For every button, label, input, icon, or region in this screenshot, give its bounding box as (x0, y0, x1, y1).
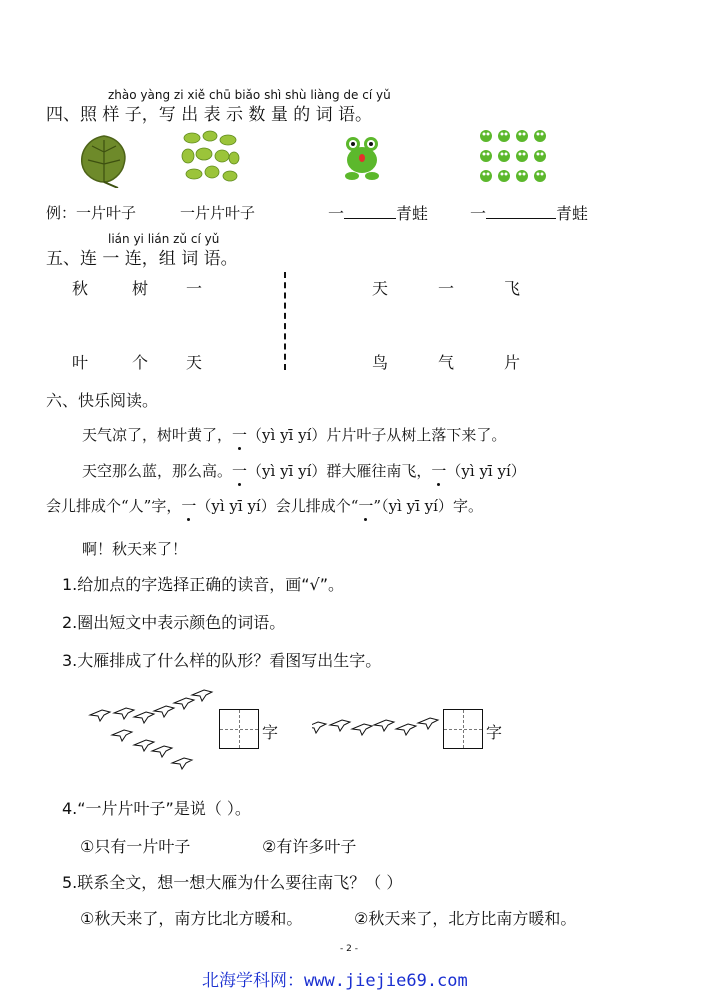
footer-site[interactable]: 北海学科网：www.jiejie69.com (202, 971, 468, 991)
para3-options[interactable]: （yì yī yí） (196, 497, 276, 515)
answer-box-2[interactable] (443, 709, 483, 749)
q4-option-1[interactable]: ①只有一片叶子 (80, 837, 191, 856)
para2-options-1[interactable]: （yì yī yí） (247, 462, 327, 480)
para2-dotted-char-2: 一 (431, 462, 447, 480)
match-right-top-2[interactable]: 一 (438, 279, 455, 298)
match-left-bottom-1[interactable]: 叶 (72, 353, 89, 372)
para1-text-a: 天气凉了，树叶黄了， (82, 426, 233, 444)
single-frog-image (342, 134, 382, 182)
single-leaf-image (78, 132, 130, 188)
many-frogs-image (478, 128, 550, 186)
match-left-top-1[interactable]: 秋 (72, 279, 89, 298)
q5-option-1[interactable]: ①秋天来了，南方比北方暖和。 (80, 909, 303, 928)
answer-box-1[interactable] (219, 709, 259, 749)
section4-pinyin: zhào yàng zi xiě chū biǎo shì shù liàng de cí yǔ (108, 88, 391, 102)
match-right-bottom-2[interactable]: 气 (438, 353, 455, 372)
para2-options-2[interactable]: （yì yī yí） (446, 462, 526, 480)
section5-title: 五、连 一 连，组 词 语。 (46, 249, 238, 269)
page-number: - 2 - (340, 944, 358, 954)
many-leaves-image (180, 128, 240, 188)
match-left-bottom-2[interactable]: 个 (132, 353, 149, 372)
match-left-top-3[interactable]: 一 (186, 279, 203, 298)
frog-word-2: 青蛙 (556, 204, 589, 223)
question-2: 2.圈出短文中表示颜色的词语。 (62, 613, 286, 632)
section6-title: 六、快乐阅读。 (46, 391, 159, 410)
para3-text-c: ” (373, 497, 382, 515)
q5-option-2[interactable]: ②秋天来了，北方比南方暖和。 (354, 909, 577, 928)
match-right-bottom-1[interactable]: 鸟 (372, 353, 389, 372)
para1-options[interactable]: （yì yī yí） (247, 426, 327, 444)
match-right-bottom-3[interactable]: 片 (504, 353, 521, 372)
frog-blank-2 (470, 201, 588, 224)
para3-dotted-char: 一 (181, 497, 197, 515)
frog-prefix-1: 一 (328, 204, 345, 223)
para1-text-b: 片片叶子从树上落下来了。 (326, 426, 507, 444)
q3-suffix-1: 字 (262, 723, 279, 742)
para2-dotted-char-1: 一 (232, 462, 248, 480)
question-1: 1.给加点的字选择正确的读音，画“√”。 (62, 575, 345, 594)
frog-blank-1 (328, 201, 428, 224)
match-divider (284, 272, 286, 370)
para3-text-d: 字。 (452, 497, 483, 515)
q3-suffix-2: 字 (486, 723, 503, 742)
section5-pinyin: lián yi lián zǔ cí yǔ (108, 232, 220, 246)
para2-text-a: 天空那么蓝，那么高。 (82, 462, 233, 480)
example-label: 例：一片叶子 (46, 204, 137, 222)
frog-word-1: 青蛙 (396, 204, 429, 223)
match-left-top-2[interactable]: 树 (132, 279, 149, 298)
para3-dotted-char-2: 一 (358, 497, 374, 515)
q4-option-2[interactable]: ②有许多叶子 (262, 837, 357, 856)
para-3 (46, 495, 483, 516)
example-answer: 一片片叶子 (180, 204, 256, 222)
para-4: 啊！秋天来了！ (82, 540, 188, 558)
match-right-top-1[interactable]: 天 (372, 279, 389, 298)
para-2 (82, 460, 526, 481)
match-right-top-3[interactable]: 飞 (504, 279, 521, 298)
frog-answer-blank-1[interactable] (344, 204, 396, 219)
frog-prefix-2: 一 (470, 204, 487, 223)
question-5: 5.联系全文，想一想大雁为什么要往南飞？（ ） (62, 873, 403, 892)
geese-v-formation-image (88, 684, 220, 774)
para2-text-b: 群大雁往南飞， (326, 462, 432, 480)
frog-answer-blank-2[interactable] (486, 204, 556, 219)
para3-options-2[interactable]: （yì yī yí） (381, 497, 453, 515)
para3-text-a: 会儿排成个“人”字， (46, 497, 182, 515)
para3-text-b: 会儿排成个“ (275, 497, 359, 515)
question-3: 3.大雁排成了什么样的队形？看图写出生字。 (62, 651, 382, 670)
section4-title: 四、照 样 子，写 出 表 示 数 量 的 词 语。 (46, 105, 373, 125)
geese-line-formation-image (312, 708, 442, 748)
para-1 (82, 424, 506, 445)
question-4: 4.“一片片叶子”是说（ ）。 (62, 799, 251, 818)
match-left-bottom-3[interactable]: 天 (186, 353, 203, 372)
para1-dotted-char: 一 (232, 426, 248, 444)
